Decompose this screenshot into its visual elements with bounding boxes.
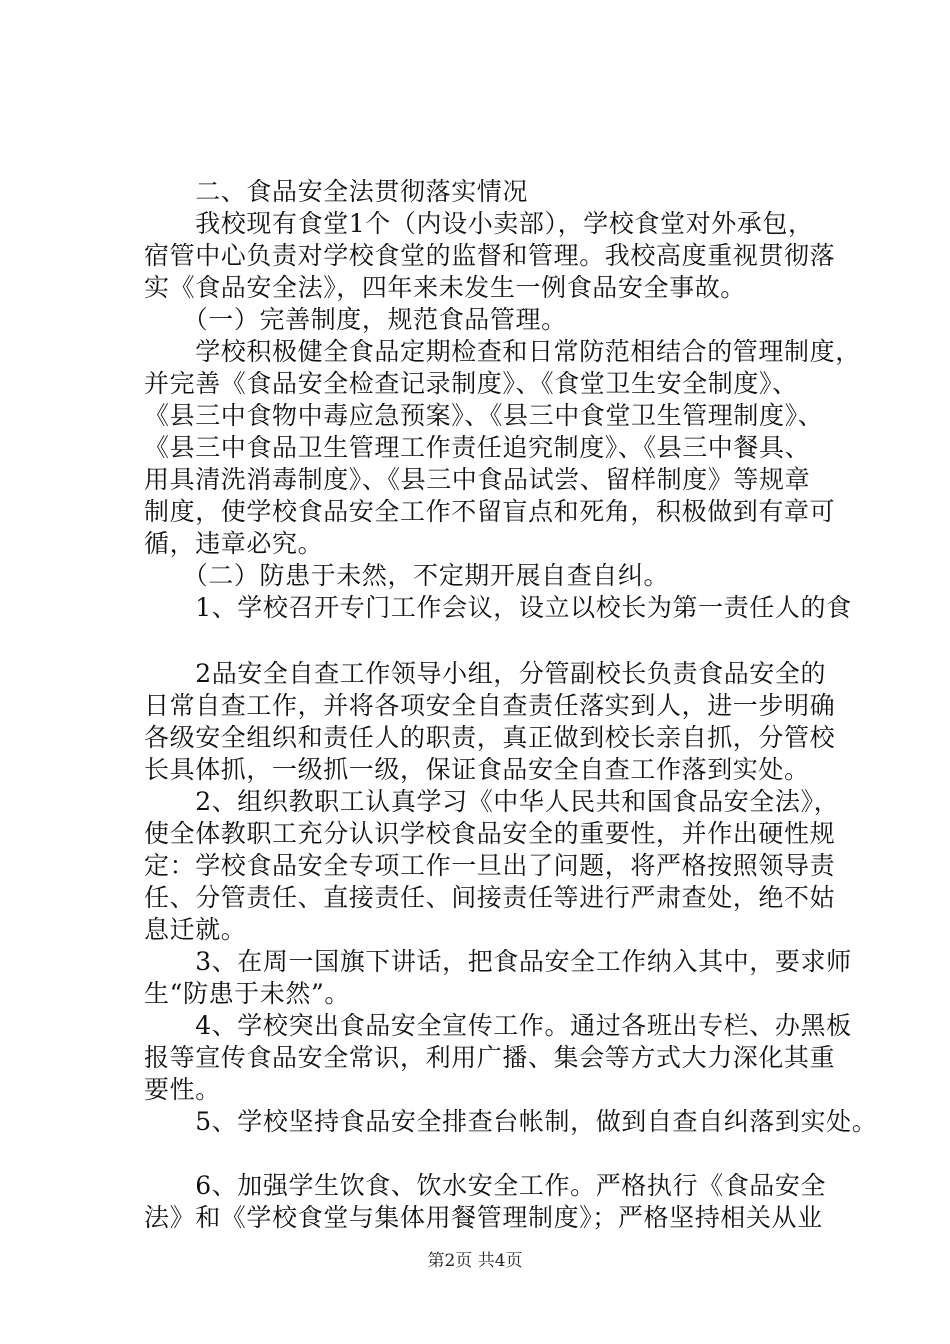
text-line: 要性。 bbox=[144, 1075, 221, 1104]
section-heading: 二、食品安全法贯彻落实情况 bbox=[144, 177, 529, 206]
text-line: 报等宣传食品安全常识，利用广播、集会等方式大力深化其重 bbox=[144, 1043, 836, 1072]
text-line: 6、加强学生饮食、饮水安全工作。严格执行《食品安全 bbox=[144, 1171, 827, 1200]
text-line: 并完善《食品安全检查记录制度》、《食堂卫生安全制度》、 bbox=[144, 369, 798, 398]
text-line: 《县三中食品卫生管理工作责任追究制度》、《县三中餐具、 bbox=[144, 433, 811, 462]
text-line: 息迁就。 bbox=[144, 915, 247, 944]
text-line: 生“防患于未然”。 bbox=[144, 979, 350, 1008]
text-line: 循，违章必究。 bbox=[144, 529, 324, 558]
text-line: 3、在周一国旗下讲话，把食品安全工作纳入其中，要求师 bbox=[144, 947, 852, 976]
text-line: 长具体抓，一级抓一级，保证食品安全自查工作落到实处。 bbox=[144, 755, 810, 784]
text-line: 各级安全组织和责任人的职责，真正做到校长亲自抓，分管校 bbox=[144, 723, 836, 752]
text-line: 2、组织教职工认真学习《中华人民共和国食品安全法》， bbox=[144, 787, 840, 816]
text-line: 5、学校坚持食品安全排查台帐制，做到自查自纠落到实处。 bbox=[144, 1107, 878, 1136]
text-line: 日常自查工作，并将各项安全自查责任落实到人，进一步明确 bbox=[144, 691, 836, 720]
page-number-footer: 第2页 共4页 bbox=[427, 1251, 523, 1271]
text-line: 《县三中食物中毒应急预案》、《县三中食堂卫生管理制度》、 bbox=[144, 401, 824, 430]
text-line: 实《食品安全法》，四年来未发生一例食品安全事故。 bbox=[144, 273, 746, 302]
text-line: 1、学校召开专门工作会议，设立以校长为第一责任人的食 bbox=[144, 593, 852, 622]
text-line: 2品安全自查工作领导小组，分管副校长负责食品安全的 bbox=[144, 659, 827, 688]
subheading: （二）防患于未然，不定期开展自查自纠。 bbox=[144, 561, 670, 590]
text-line: 用具清洗消毒制度》、《县三中食品试尝、留样制度》等规章 bbox=[144, 465, 811, 494]
text-line: 法》和《学校食堂与集体用餐管理制度》；严格坚持相关从业 bbox=[144, 1203, 823, 1232]
text-line: 任、分管责任、直接责任、间接责任等进行严肃查处，绝不姑 bbox=[144, 883, 836, 912]
text-line: 定：学校食品安全专项工作一旦出了问题，将严格按照领导责 bbox=[144, 851, 836, 880]
subheading: （一）完善制度，规范食品管理。 bbox=[144, 305, 567, 334]
text-line: 制度，使学校食品安全工作不留盲点和死角，积极做到有章可 bbox=[144, 497, 836, 526]
text-line: 使全体教职工充分认识学校食品安全的重要性，并作出硬性规 bbox=[144, 819, 836, 848]
text-line: 我校现有食堂1个（内设小卖部），学校食堂对外承包， bbox=[144, 209, 814, 238]
text-line: 4、学校突出食品安全宣传工作。通过各班出专栏、办黑板 bbox=[144, 1011, 852, 1040]
text-line: 宿管中心负责对学校食堂的监督和管理。我校高度重视贯彻落 bbox=[144, 241, 836, 270]
text-line: 学校积极健全食品定期检查和日常防范相结合的管理制度， bbox=[144, 337, 861, 366]
